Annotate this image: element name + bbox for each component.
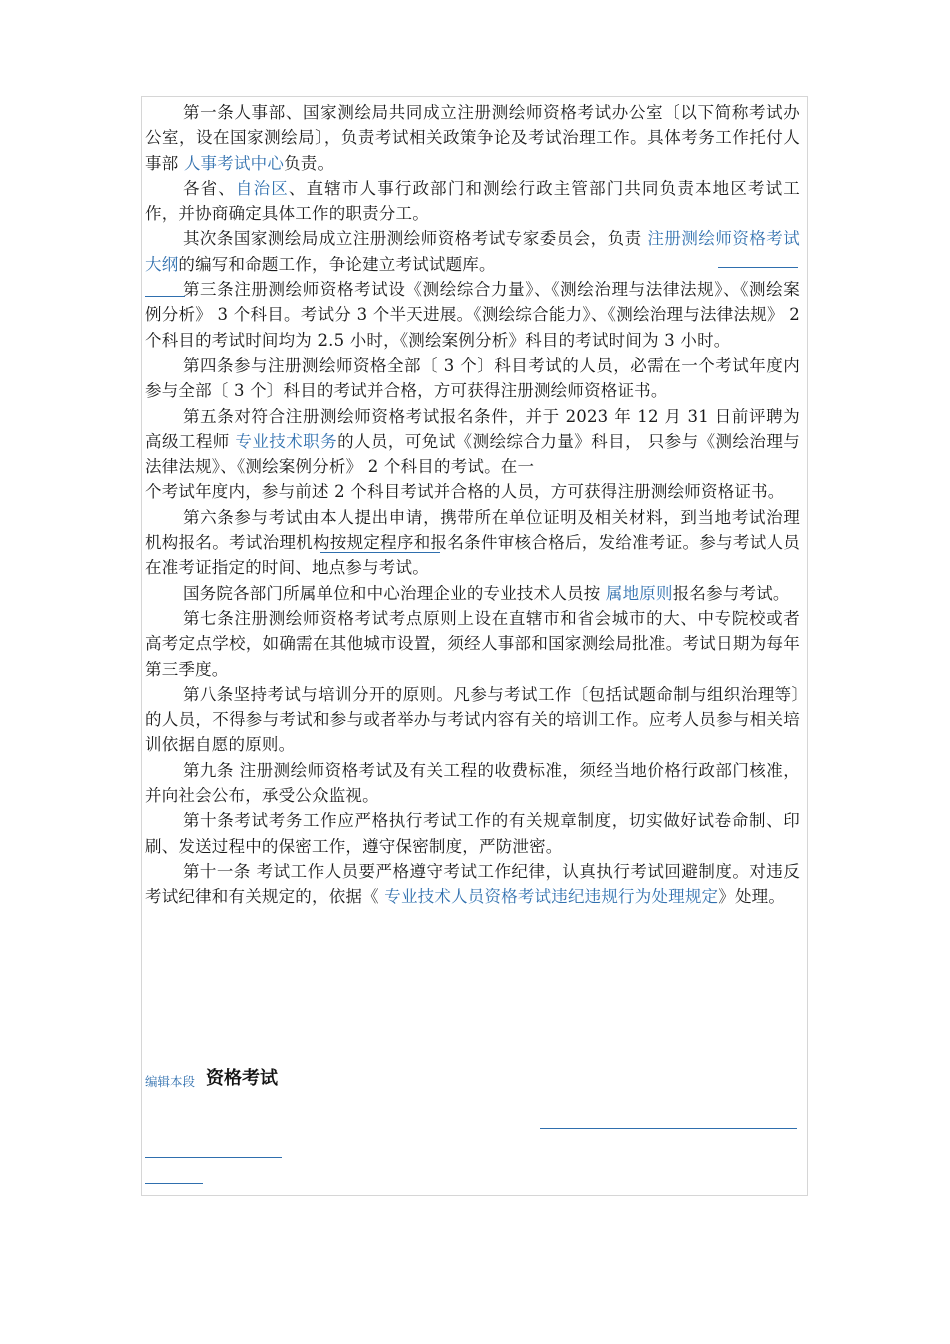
article-2-text-a: 其次条国家测绘局成立注册测绘师资格考试专家委员会，负责 xyxy=(182,229,648,249)
article-7: 第七条注册测绘师资格考试考点原则上设在直辖市和省会城市的大、中专院校或者高考定点学校，如确需在其他城市设置，须经人事部和国家测绘局批准。考试日期为每年第三季度。 xyxy=(145,608,800,679)
article-11-text-a: 第十一条 考试工作人员要严格遵守考试工作纪律，认真执行考试回避制度。对违反考试纪律和有关规定的，依据《 xyxy=(145,861,800,907)
link-personnel-exam-center[interactable]: 人事考试中心 xyxy=(183,153,285,173)
article-9: 第九条 注册测绘师资格考试及有关工程的收费标准，须经当地价格行政部门核准，并向社会公布，承受公众监视。 xyxy=(145,760,800,806)
article-2-text-b: 的编写和命题工作，争论建立考试试题库。 xyxy=(178,254,496,274)
article-6-local-text-a: 国务院各部门所属单位和中心治理企业的专业技术人员按 xyxy=(182,583,606,603)
article-6-local xyxy=(145,581,800,606)
link-professional-title[interactable]: 专业技术职务 xyxy=(235,431,338,451)
section-heading: 资格考试 xyxy=(206,1068,278,1089)
article-4: 第四条参与注册测绘师资格全部〔 3 个〕科目考试的人员，必需在一个考试年度内参与全部〔 3 个〕科目的考试并合格，方可获得注册测绘师资格证书。 xyxy=(145,355,800,401)
article-5-text-b: 的人员，可免试《测绘综合力量》科目， 只参与《测绘治理与法律法规》、《测绘案例分析》 2 个科目的考试。在一 xyxy=(145,431,800,477)
document-body xyxy=(145,100,800,910)
article-1-text-a: 第一条人事部、国家测绘局共同成立注册测绘师资格考试办公室〔以下简称考试办公室，设在国家测绘局〕，负责考试相关政策争论及考试治理工作。具体考务工作托付人事部 xyxy=(145,103,800,173)
article-11-text-b: 》处理。 xyxy=(718,887,786,907)
article-5-continued: 个考试年度内，参与前述 2 个科目考试并合格的人员，方可获得注册测绘师资格证书。 xyxy=(145,482,785,502)
article-5 xyxy=(145,404,800,480)
link-autonomous-region[interactable]: 自治区 xyxy=(235,178,289,198)
article-2 xyxy=(145,226,800,277)
article-8: 第八条坚持考试与培训分开的原则。凡参与考试工作〔包括试题命制与组织治理等〕的人员，不得参与考试和参与或者举办与考试内容有关的培训工作。应考人员参与相关培训依据自愿的原则。 xyxy=(145,684,800,755)
divider-line xyxy=(145,1157,282,1158)
article-10: 第十条考试考务工作应严格执行考试工作的有关规章制度，切实做好试卷命制、印刷、发送过程中的保密工作，遵守保密制度，严防泄密。 xyxy=(145,811,800,856)
link-violation-rules[interactable]: 专业技术人员资格考试违纪违规行为处理规定 xyxy=(384,887,719,907)
link-exam-syllabus[interactable]: 注册测绘师资格考试大纲 xyxy=(145,229,800,274)
divider-line xyxy=(320,552,440,553)
article-6-local-text-b: 报名参与考试。 xyxy=(672,583,790,603)
edit-section-link[interactable]: 编辑本段 xyxy=(145,1074,196,1089)
article-5-text-a: 第五条对符合注册测绘师资格考试报名条件，并于 2023 年 12 月 31 日前评聘为高级工程师 xyxy=(145,406,800,451)
article-1 xyxy=(145,100,800,176)
article-1-local-text-a: 各省、 xyxy=(182,178,236,198)
article-1-local xyxy=(145,176,800,227)
divider-line xyxy=(540,1128,797,1129)
article-1-local-text-b: 、直辖市人事行政部门和测绘行政主管部门共同负责本地区考试工作，并协商确定具体工作的职责分工。 xyxy=(145,178,800,224)
article-11 xyxy=(145,859,800,910)
divider-line xyxy=(145,296,185,297)
article-6: 第六条参与考试由本人提出申请，携带所在单位证明及相关材料，到当地考试治理机构报名。考试治理机构按规定程序和报名条件审核合格后，发给准考证。参与考试人员在准考证指定的时间、地点参与考试。 xyxy=(145,507,800,578)
link-territorial-principle[interactable]: 属地原则 xyxy=(605,583,673,603)
article-1-text-b: 负责。 xyxy=(284,153,335,173)
article-3: 第三条注册测绘师资格考试设《测绘综合力量》、《测绘治理与法律法规》、《测绘案例分析》 3 个科目。考试分 3 个半天进展。《测绘综合能力》、《测绘治理与法律法规》 2 个科目的考试时间均为 2.5 小时，《测绘案例分析》科目的考试时间为 3 小时。 xyxy=(145,280,800,350)
divider-line xyxy=(145,1183,203,1184)
divider-line xyxy=(718,267,798,268)
